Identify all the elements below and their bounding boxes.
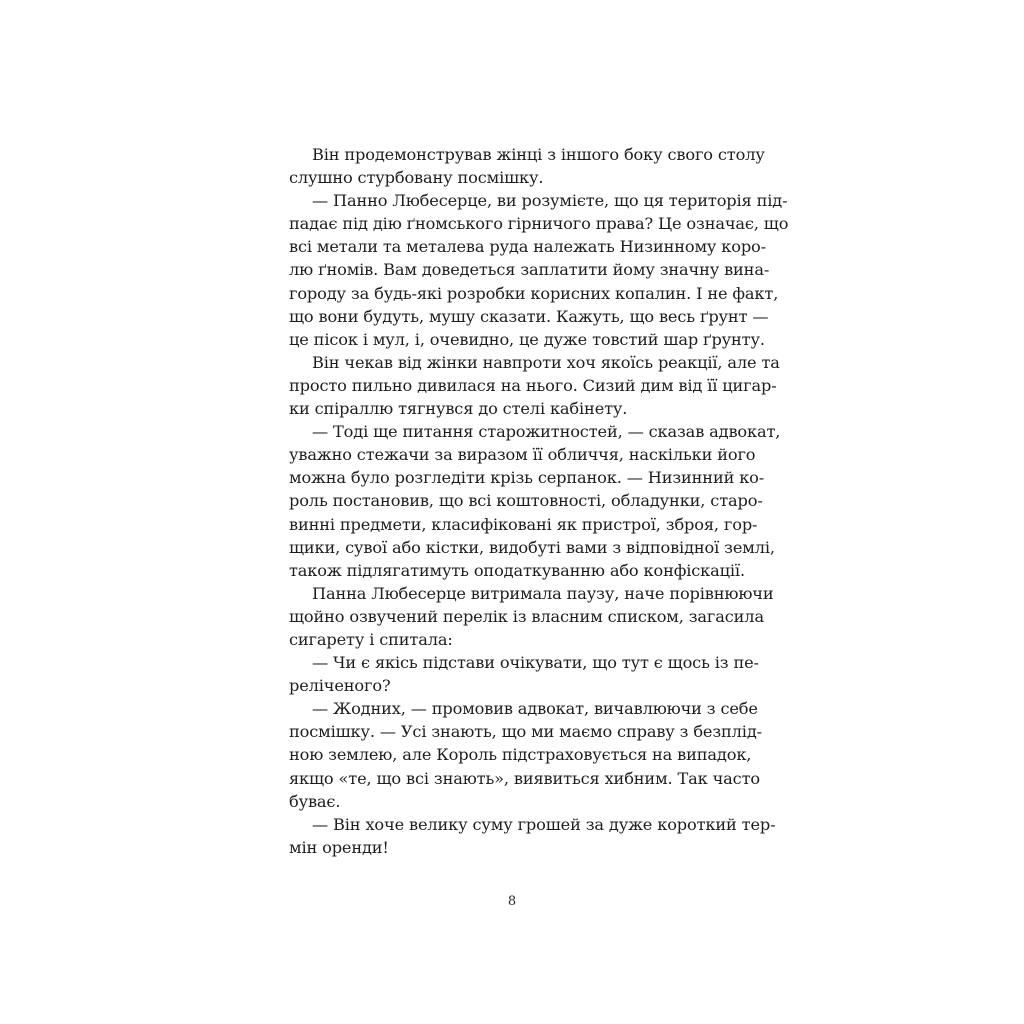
text-line: просто пильно дивилася на нього. Сизий дим від її цигар- — [289, 375, 777, 395]
text-line: Панна Любесерце витримала паузу, наче порівнюючи — [312, 583, 774, 603]
text-line: Він продемонстрував жінці з іншого боку свого столу — [312, 145, 765, 164]
text-line: городу за будь-які розробки корисних копалин. І не факт, — [289, 283, 779, 303]
text-line: — Панно Любесерце, ви розумієте, що ця територія під- — [312, 191, 788, 211]
text-line: лю ґномів. Вам доведеться заплатити йому значну вина- — [289, 260, 770, 280]
text-line: — Чи є якісь підстави очікувати, що тут є щось із пе- — [312, 653, 759, 673]
text-line: ною землею, але Король підстраховується на випадок, — [289, 745, 752, 765]
text-line: мін оренди! — [289, 837, 389, 857]
text-line: сигарету і спитала: — [289, 629, 453, 649]
text-line: уважно стежачи за виразом її обличчя, наскільки його — [289, 445, 756, 465]
text-line: щики, сувої або кістки, видобуті вами з відповідної землі, — [289, 537, 775, 557]
text-line: Він чекав від жінки навпроти хоч якоїсь реакції, але та — [312, 352, 780, 372]
text-line: — Жодних, — промовив адвокат, вичавлюючи з себе — [312, 699, 758, 719]
text-line: це пісок і мул, і, очевидно, це дуже товстий шар ґрунту. — [289, 329, 765, 349]
text-line: посмішку. — Усі знають, що ми маємо справу з безплід- — [289, 722, 762, 742]
text-line: можна було розгледіти крізь серпанок. — Низинний ко- — [289, 468, 765, 488]
text-line: падає під дію ґномського гірничого права? Це означає, що — [289, 214, 789, 234]
page-body-text — [289, 143, 789, 859]
text-line: — Він хоче велику суму грошей за дуже короткий тер- — [312, 814, 776, 834]
text-line: буває. — [289, 791, 341, 811]
text-line: якщо «те, що всі знають», виявиться хибним. Так часто — [289, 768, 760, 788]
text-line: всі метали та металева руда належать Низинному коро- — [289, 237, 766, 257]
page-number: 8 — [507, 894, 517, 909]
text-line: ки спіраллю тягнувся до стелі кабінету. — [289, 399, 628, 419]
text-line: роль постановив, що всі коштовності, обладунки, старо- — [289, 491, 763, 511]
text-line: щойно озвучений перелік із власним списком, загасила — [289, 606, 764, 626]
text-line: реліченого? — [289, 676, 391, 696]
text-line: винні предмети, класифіковані як пристрої, зброя, гор- — [289, 514, 758, 534]
text-line: слушно стурбовану посмішку. — [289, 168, 544, 188]
text-line: також підлягатимуть оподаткуванню або конфіскації. — [289, 560, 745, 580]
text-line: — Тоді ще питання старожитностей, — сказав адвокат, — [312, 422, 781, 442]
text-line: що вони будуть, мушу сказати. Кажуть, що весь ґрунт — — [289, 306, 769, 326]
